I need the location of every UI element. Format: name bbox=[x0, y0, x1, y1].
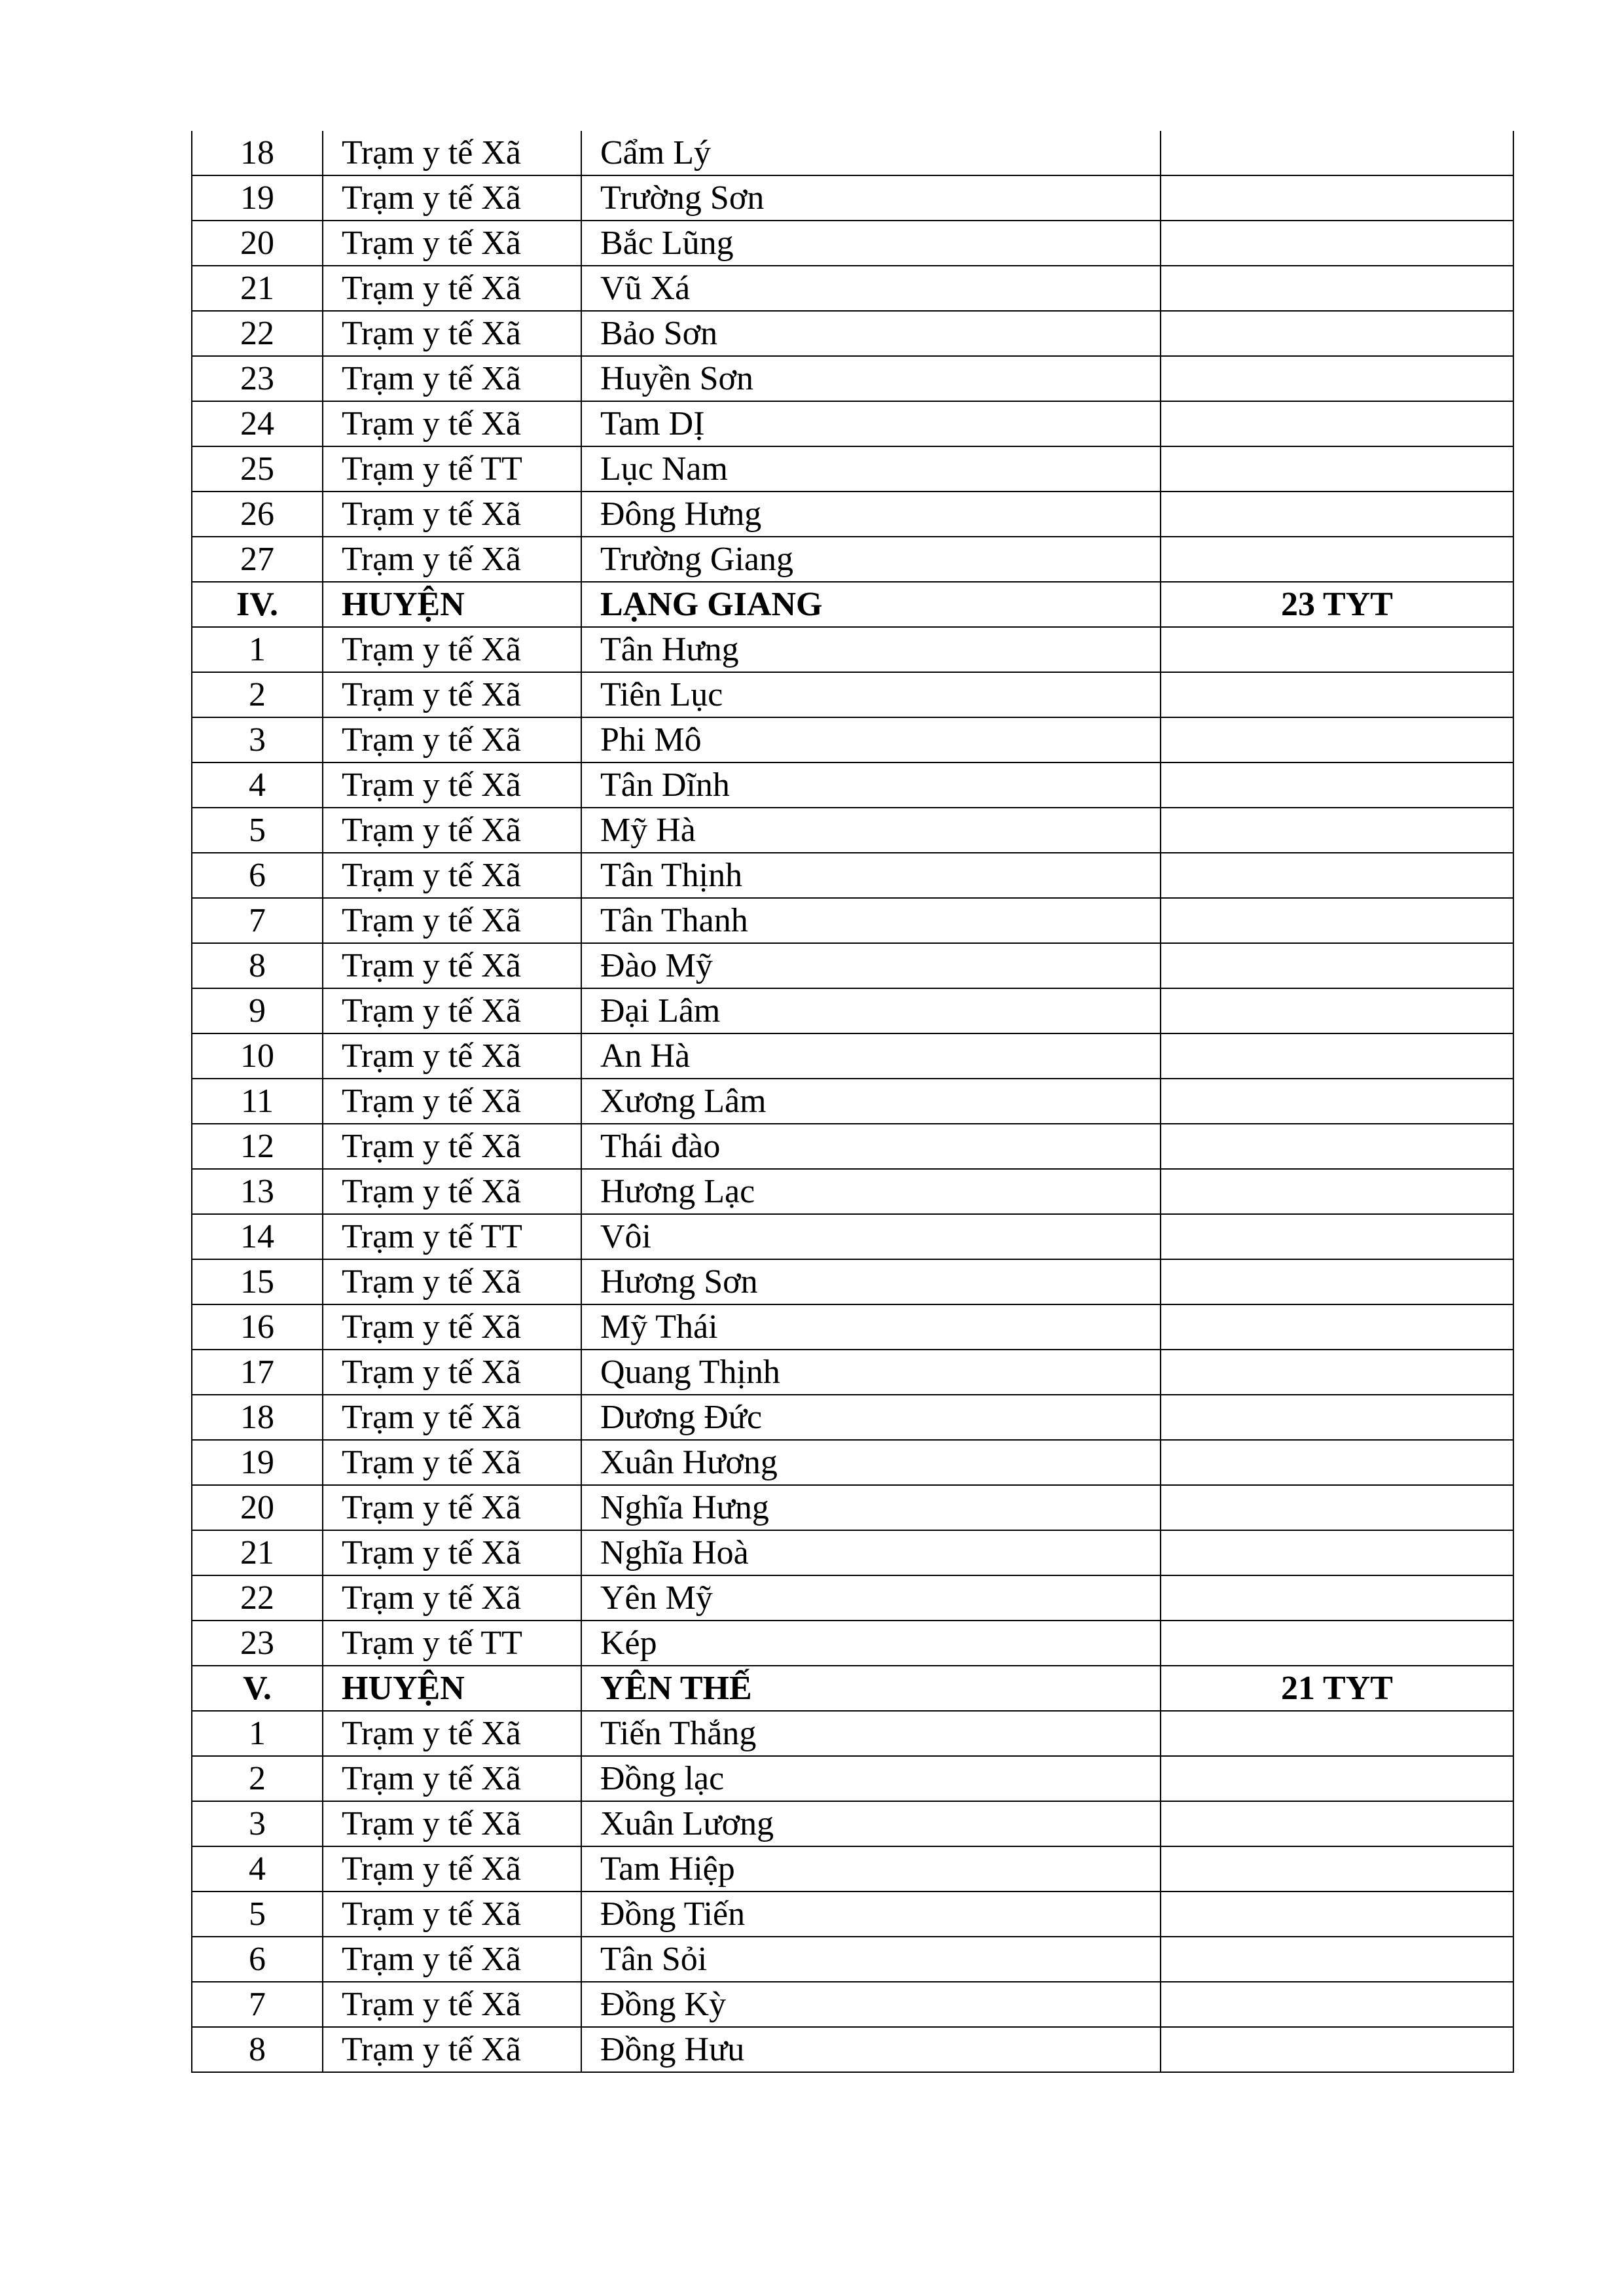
facility-type-cell: Trạm y tế Xã bbox=[323, 221, 581, 266]
row-number-cell: 11 bbox=[192, 1079, 323, 1124]
table-row bbox=[192, 1575, 1513, 1621]
facility-name-cell: An Hà bbox=[581, 1033, 1161, 1079]
facility-count-cell bbox=[1161, 1259, 1513, 1304]
table-row bbox=[192, 1214, 1513, 1259]
facility-name-cell: Đại Lâm bbox=[581, 988, 1161, 1033]
facility-count-cell bbox=[1161, 988, 1513, 1033]
row-number-cell: 2 bbox=[192, 672, 323, 717]
row-number-cell: 6 bbox=[192, 853, 323, 898]
facility-type-cell: Trạm y tế Xã bbox=[323, 1304, 581, 1350]
facility-type-cell: Trạm y tế Xã bbox=[323, 1124, 581, 1169]
facility-type-cell: Trạm y tế Xã bbox=[323, 1169, 581, 1214]
facility-count-cell bbox=[1161, 1485, 1513, 1530]
row-number-cell: 19 bbox=[192, 175, 323, 221]
facility-count-cell bbox=[1161, 1214, 1513, 1259]
facility-count-cell bbox=[1161, 1937, 1513, 1982]
facility-name-cell: YÊN THẾ bbox=[581, 1666, 1161, 1711]
facility-type-cell: Trạm y tế Xã bbox=[323, 1033, 581, 1079]
facility-type-cell: Trạm y tế Xã bbox=[323, 356, 581, 401]
facility-count-cell bbox=[1161, 1530, 1513, 1575]
facility-count-cell: 23 TYT bbox=[1161, 582, 1513, 627]
facility-name-cell: Cẩm Lý bbox=[581, 131, 1161, 175]
table-row bbox=[192, 356, 1513, 401]
row-number-cell: 26 bbox=[192, 492, 323, 537]
facility-name-cell: Tân Thanh bbox=[581, 898, 1161, 943]
facility-count-cell bbox=[1161, 627, 1513, 672]
facility-count-cell bbox=[1161, 1169, 1513, 1214]
row-number-cell: 7 bbox=[192, 898, 323, 943]
facility-type-cell: HUYỆN bbox=[323, 582, 581, 627]
facility-count-cell bbox=[1161, 311, 1513, 356]
table-row bbox=[192, 1033, 1513, 1079]
facility-type-cell: Trạm y tế Xã bbox=[323, 1530, 581, 1575]
table-row bbox=[192, 2027, 1513, 2072]
table-row bbox=[192, 446, 1513, 492]
facility-name-cell: Tam Hiệp bbox=[581, 1846, 1161, 1892]
facility-type-cell: Trạm y tế Xã bbox=[323, 1892, 581, 1937]
facility-name-cell: Tiến Thắng bbox=[581, 1711, 1161, 1756]
facility-count-cell bbox=[1161, 1846, 1513, 1892]
facility-name-cell: Yên Mỹ bbox=[581, 1575, 1161, 1621]
facility-type-cell: Trạm y tế Xã bbox=[323, 808, 581, 853]
facility-count-cell bbox=[1161, 1124, 1513, 1169]
facility-count-cell bbox=[1161, 1440, 1513, 1485]
facility-type-cell: Trạm y tế Xã bbox=[323, 1756, 581, 1801]
row-number-cell: 7 bbox=[192, 1982, 323, 2027]
table-row bbox=[192, 1621, 1513, 1666]
row-number-cell: 25 bbox=[192, 446, 323, 492]
facility-name-cell: Huyền Sơn bbox=[581, 356, 1161, 401]
facility-name-cell: Tân Dĩnh bbox=[581, 762, 1161, 808]
row-number-cell: 16 bbox=[192, 1304, 323, 1350]
facility-count-cell bbox=[1161, 717, 1513, 762]
facility-type-cell: Trạm y tế Xã bbox=[323, 1079, 581, 1124]
table-row bbox=[192, 1259, 1513, 1304]
facility-type-cell: Trạm y tế Xã bbox=[323, 1711, 581, 1756]
facility-name-cell: Tiên Lục bbox=[581, 672, 1161, 717]
table-row bbox=[192, 1530, 1513, 1575]
row-number-cell: 1 bbox=[192, 1711, 323, 1756]
facility-name-cell: Đồng lạc bbox=[581, 1756, 1161, 1801]
row-number-cell: 20 bbox=[192, 1485, 323, 1530]
table-row bbox=[192, 808, 1513, 853]
facility-count-cell bbox=[1161, 1756, 1513, 1801]
table-row bbox=[192, 1485, 1513, 1530]
facility-type-cell: Trạm y tế Xã bbox=[323, 1846, 581, 1892]
facility-name-cell: Xuân Lương bbox=[581, 1801, 1161, 1846]
facility-name-cell: Thái đào bbox=[581, 1124, 1161, 1169]
district-header-row bbox=[192, 1666, 1513, 1711]
facility-type-cell: Trạm y tế Xã bbox=[323, 311, 581, 356]
facility-type-cell: Trạm y tế Xã bbox=[323, 1982, 581, 2027]
facility-name-cell: Tân Hưng bbox=[581, 627, 1161, 672]
table-row bbox=[192, 1169, 1513, 1214]
row-number-cell: 4 bbox=[192, 762, 323, 808]
facility-name-cell: Vũ Xá bbox=[581, 266, 1161, 311]
facility-name-cell: Đông Hưng bbox=[581, 492, 1161, 537]
facility-name-cell: Quang Thịnh bbox=[581, 1350, 1161, 1395]
facility-name-cell: Tân Sỏi bbox=[581, 1937, 1161, 1982]
facility-type-cell: Trạm y tế Xã bbox=[323, 1801, 581, 1846]
row-number-cell: 14 bbox=[192, 1214, 323, 1259]
facility-type-cell: Trạm y tế Xã bbox=[323, 1395, 581, 1440]
row-number-cell: 18 bbox=[192, 1395, 323, 1440]
facility-name-cell: LẠNG GIANG bbox=[581, 582, 1161, 627]
table-row bbox=[192, 627, 1513, 672]
row-number-cell: 23 bbox=[192, 356, 323, 401]
facility-type-cell: Trạm y tế Xã bbox=[323, 898, 581, 943]
table-row bbox=[192, 1846, 1513, 1892]
facility-type-cell: Trạm y tế Xã bbox=[323, 988, 581, 1033]
facility-count-cell bbox=[1161, 1079, 1513, 1124]
facility-type-cell: Trạm y tế TT bbox=[323, 1214, 581, 1259]
facility-name-cell: Mỹ Hà bbox=[581, 808, 1161, 853]
facility-type-cell: Trạm y tế Xã bbox=[323, 1259, 581, 1304]
facility-type-cell: Trạm y tế Xã bbox=[323, 175, 581, 221]
row-number-cell: 12 bbox=[192, 1124, 323, 1169]
facility-type-cell: Trạm y tế Xã bbox=[323, 1350, 581, 1395]
table-row bbox=[192, 1395, 1513, 1440]
facility-count-cell bbox=[1161, 1033, 1513, 1079]
row-number-cell: 18 bbox=[192, 131, 323, 175]
table-row bbox=[192, 717, 1513, 762]
table-row bbox=[192, 221, 1513, 266]
facility-count-cell bbox=[1161, 1304, 1513, 1350]
facility-count-cell bbox=[1161, 537, 1513, 582]
facility-count-cell bbox=[1161, 446, 1513, 492]
table-row bbox=[192, 401, 1513, 446]
facility-type-cell: Trạm y tế Xã bbox=[323, 537, 581, 582]
facility-type-cell: Trạm y tế Xã bbox=[323, 1440, 581, 1485]
facility-name-cell: Nghĩa Hưng bbox=[581, 1485, 1161, 1530]
facility-name-cell: Tân Thịnh bbox=[581, 853, 1161, 898]
facility-name-cell: Lục Nam bbox=[581, 446, 1161, 492]
row-number-cell: 1 bbox=[192, 627, 323, 672]
row-number-cell: 5 bbox=[192, 808, 323, 853]
facility-type-cell: Trạm y tế Xã bbox=[323, 401, 581, 446]
facility-count-cell bbox=[1161, 1350, 1513, 1395]
facility-name-cell: Dương Đức bbox=[581, 1395, 1161, 1440]
facility-count-cell bbox=[1161, 1575, 1513, 1621]
facility-type-cell: Trạm y tế Xã bbox=[323, 1575, 581, 1621]
row-number-cell: 15 bbox=[192, 1259, 323, 1304]
row-number-cell: 8 bbox=[192, 943, 323, 988]
table-row bbox=[192, 1079, 1513, 1124]
facility-name-cell: Xuân Hương bbox=[581, 1440, 1161, 1485]
facility-count-cell bbox=[1161, 1621, 1513, 1666]
facility-count-cell bbox=[1161, 131, 1513, 175]
facility-name-cell: Phi Mô bbox=[581, 717, 1161, 762]
facility-type-cell: Trạm y tế Xã bbox=[323, 627, 581, 672]
row-number-cell: 6 bbox=[192, 1937, 323, 1982]
row-number-cell: 17 bbox=[192, 1350, 323, 1395]
row-number-cell: 5 bbox=[192, 1892, 323, 1937]
row-number-cell: 22 bbox=[192, 311, 323, 356]
row-number-cell: 10 bbox=[192, 1033, 323, 1079]
facility-name-cell: Xương Lâm bbox=[581, 1079, 1161, 1124]
table-row bbox=[192, 762, 1513, 808]
table-row bbox=[192, 1440, 1513, 1485]
row-number-cell: 13 bbox=[192, 1169, 323, 1214]
row-number-cell: 21 bbox=[192, 1530, 323, 1575]
facility-type-cell: Trạm y tế Xã bbox=[323, 131, 581, 175]
facility-count-cell bbox=[1161, 401, 1513, 446]
facility-name-cell: Trường Giang bbox=[581, 537, 1161, 582]
facility-type-cell: Trạm y tế Xã bbox=[323, 492, 581, 537]
table-row bbox=[192, 943, 1513, 988]
facility-name-cell: Tam DỊ bbox=[581, 401, 1161, 446]
facility-name-cell: Kép bbox=[581, 1621, 1161, 1666]
table-row bbox=[192, 898, 1513, 943]
table-row bbox=[192, 311, 1513, 356]
facility-count-cell bbox=[1161, 1395, 1513, 1440]
row-number-cell: 2 bbox=[192, 1756, 323, 1801]
row-number-cell: 20 bbox=[192, 221, 323, 266]
row-number-cell: 21 bbox=[192, 266, 323, 311]
facility-type-cell: Trạm y tế Xã bbox=[323, 1937, 581, 1982]
table-row bbox=[192, 131, 1513, 175]
table-row bbox=[192, 1937, 1513, 1982]
facility-name-cell: Hương Sơn bbox=[581, 1259, 1161, 1304]
facility-name-cell: Đồng Tiến bbox=[581, 1892, 1161, 1937]
facility-count-cell bbox=[1161, 762, 1513, 808]
facility-name-cell: Bảo Sơn bbox=[581, 311, 1161, 356]
facility-type-cell: Trạm y tế Xã bbox=[323, 2027, 581, 2072]
table-row bbox=[192, 492, 1513, 537]
table-row bbox=[192, 1304, 1513, 1350]
facility-count-cell bbox=[1161, 492, 1513, 537]
row-number-cell: 9 bbox=[192, 988, 323, 1033]
facility-count-cell bbox=[1161, 1982, 1513, 2027]
table-row bbox=[192, 1350, 1513, 1395]
facility-count-cell bbox=[1161, 221, 1513, 266]
facility-count-cell bbox=[1161, 266, 1513, 311]
facility-type-cell: Trạm y tế Xã bbox=[323, 1485, 581, 1530]
facility-count-cell bbox=[1161, 1892, 1513, 1937]
health-station-table bbox=[191, 131, 1514, 2073]
facility-type-cell: Trạm y tế Xã bbox=[323, 762, 581, 808]
table-row bbox=[192, 1124, 1513, 1169]
facility-count-cell: 21 TYT bbox=[1161, 1666, 1513, 1711]
facility-count-cell bbox=[1161, 808, 1513, 853]
facility-name-cell: Đào Mỹ bbox=[581, 943, 1161, 988]
table-row bbox=[192, 1711, 1513, 1756]
facility-type-cell: Trạm y tế Xã bbox=[323, 266, 581, 311]
row-number-cell: 3 bbox=[192, 1801, 323, 1846]
table-row bbox=[192, 537, 1513, 582]
facility-name-cell: Đồng Kỳ bbox=[581, 1982, 1161, 2027]
facility-count-cell bbox=[1161, 1801, 1513, 1846]
table-row bbox=[192, 266, 1513, 311]
table-row bbox=[192, 1892, 1513, 1937]
table-row bbox=[192, 175, 1513, 221]
facility-count-cell bbox=[1161, 943, 1513, 988]
table-row bbox=[192, 1756, 1513, 1801]
district-header-row bbox=[192, 582, 1513, 627]
row-number-cell: 24 bbox=[192, 401, 323, 446]
row-number-cell: 8 bbox=[192, 2027, 323, 2072]
row-number-cell: 3 bbox=[192, 717, 323, 762]
table-row bbox=[192, 988, 1513, 1033]
facility-name-cell: Đồng Hưu bbox=[581, 2027, 1161, 2072]
facility-count-cell bbox=[1161, 853, 1513, 898]
row-number-cell: V. bbox=[192, 1666, 323, 1711]
facility-name-cell: Nghĩa Hoà bbox=[581, 1530, 1161, 1575]
facility-name-cell: Hương Lạc bbox=[581, 1169, 1161, 1214]
table-body bbox=[192, 131, 1513, 2072]
table-row bbox=[192, 672, 1513, 717]
table-row bbox=[192, 1982, 1513, 2027]
facility-name-cell: Bắc Lũng bbox=[581, 221, 1161, 266]
facility-name-cell: Vôi bbox=[581, 1214, 1161, 1259]
table-row bbox=[192, 1801, 1513, 1846]
facility-count-cell bbox=[1161, 672, 1513, 717]
facility-type-cell: HUYỆN bbox=[323, 1666, 581, 1711]
facility-count-cell bbox=[1161, 356, 1513, 401]
facility-type-cell: Trạm y tế TT bbox=[323, 1621, 581, 1666]
row-number-cell: 27 bbox=[192, 537, 323, 582]
facility-name-cell: Mỹ Thái bbox=[581, 1304, 1161, 1350]
facility-type-cell: Trạm y tế Xã bbox=[323, 943, 581, 988]
table-row bbox=[192, 853, 1513, 898]
facility-type-cell: Trạm y tế TT bbox=[323, 446, 581, 492]
facility-count-cell bbox=[1161, 1711, 1513, 1756]
facility-name-cell: Trường Sơn bbox=[581, 175, 1161, 221]
facility-count-cell bbox=[1161, 898, 1513, 943]
facility-type-cell: Trạm y tế Xã bbox=[323, 853, 581, 898]
facility-type-cell: Trạm y tế Xã bbox=[323, 672, 581, 717]
facility-count-cell bbox=[1161, 2027, 1513, 2072]
facility-type-cell: Trạm y tế Xã bbox=[323, 717, 581, 762]
facility-count-cell bbox=[1161, 175, 1513, 221]
row-number-cell: 22 bbox=[192, 1575, 323, 1621]
row-number-cell: IV. bbox=[192, 582, 323, 627]
row-number-cell: 19 bbox=[192, 1440, 323, 1485]
row-number-cell: 23 bbox=[192, 1621, 323, 1666]
row-number-cell: 4 bbox=[192, 1846, 323, 1892]
